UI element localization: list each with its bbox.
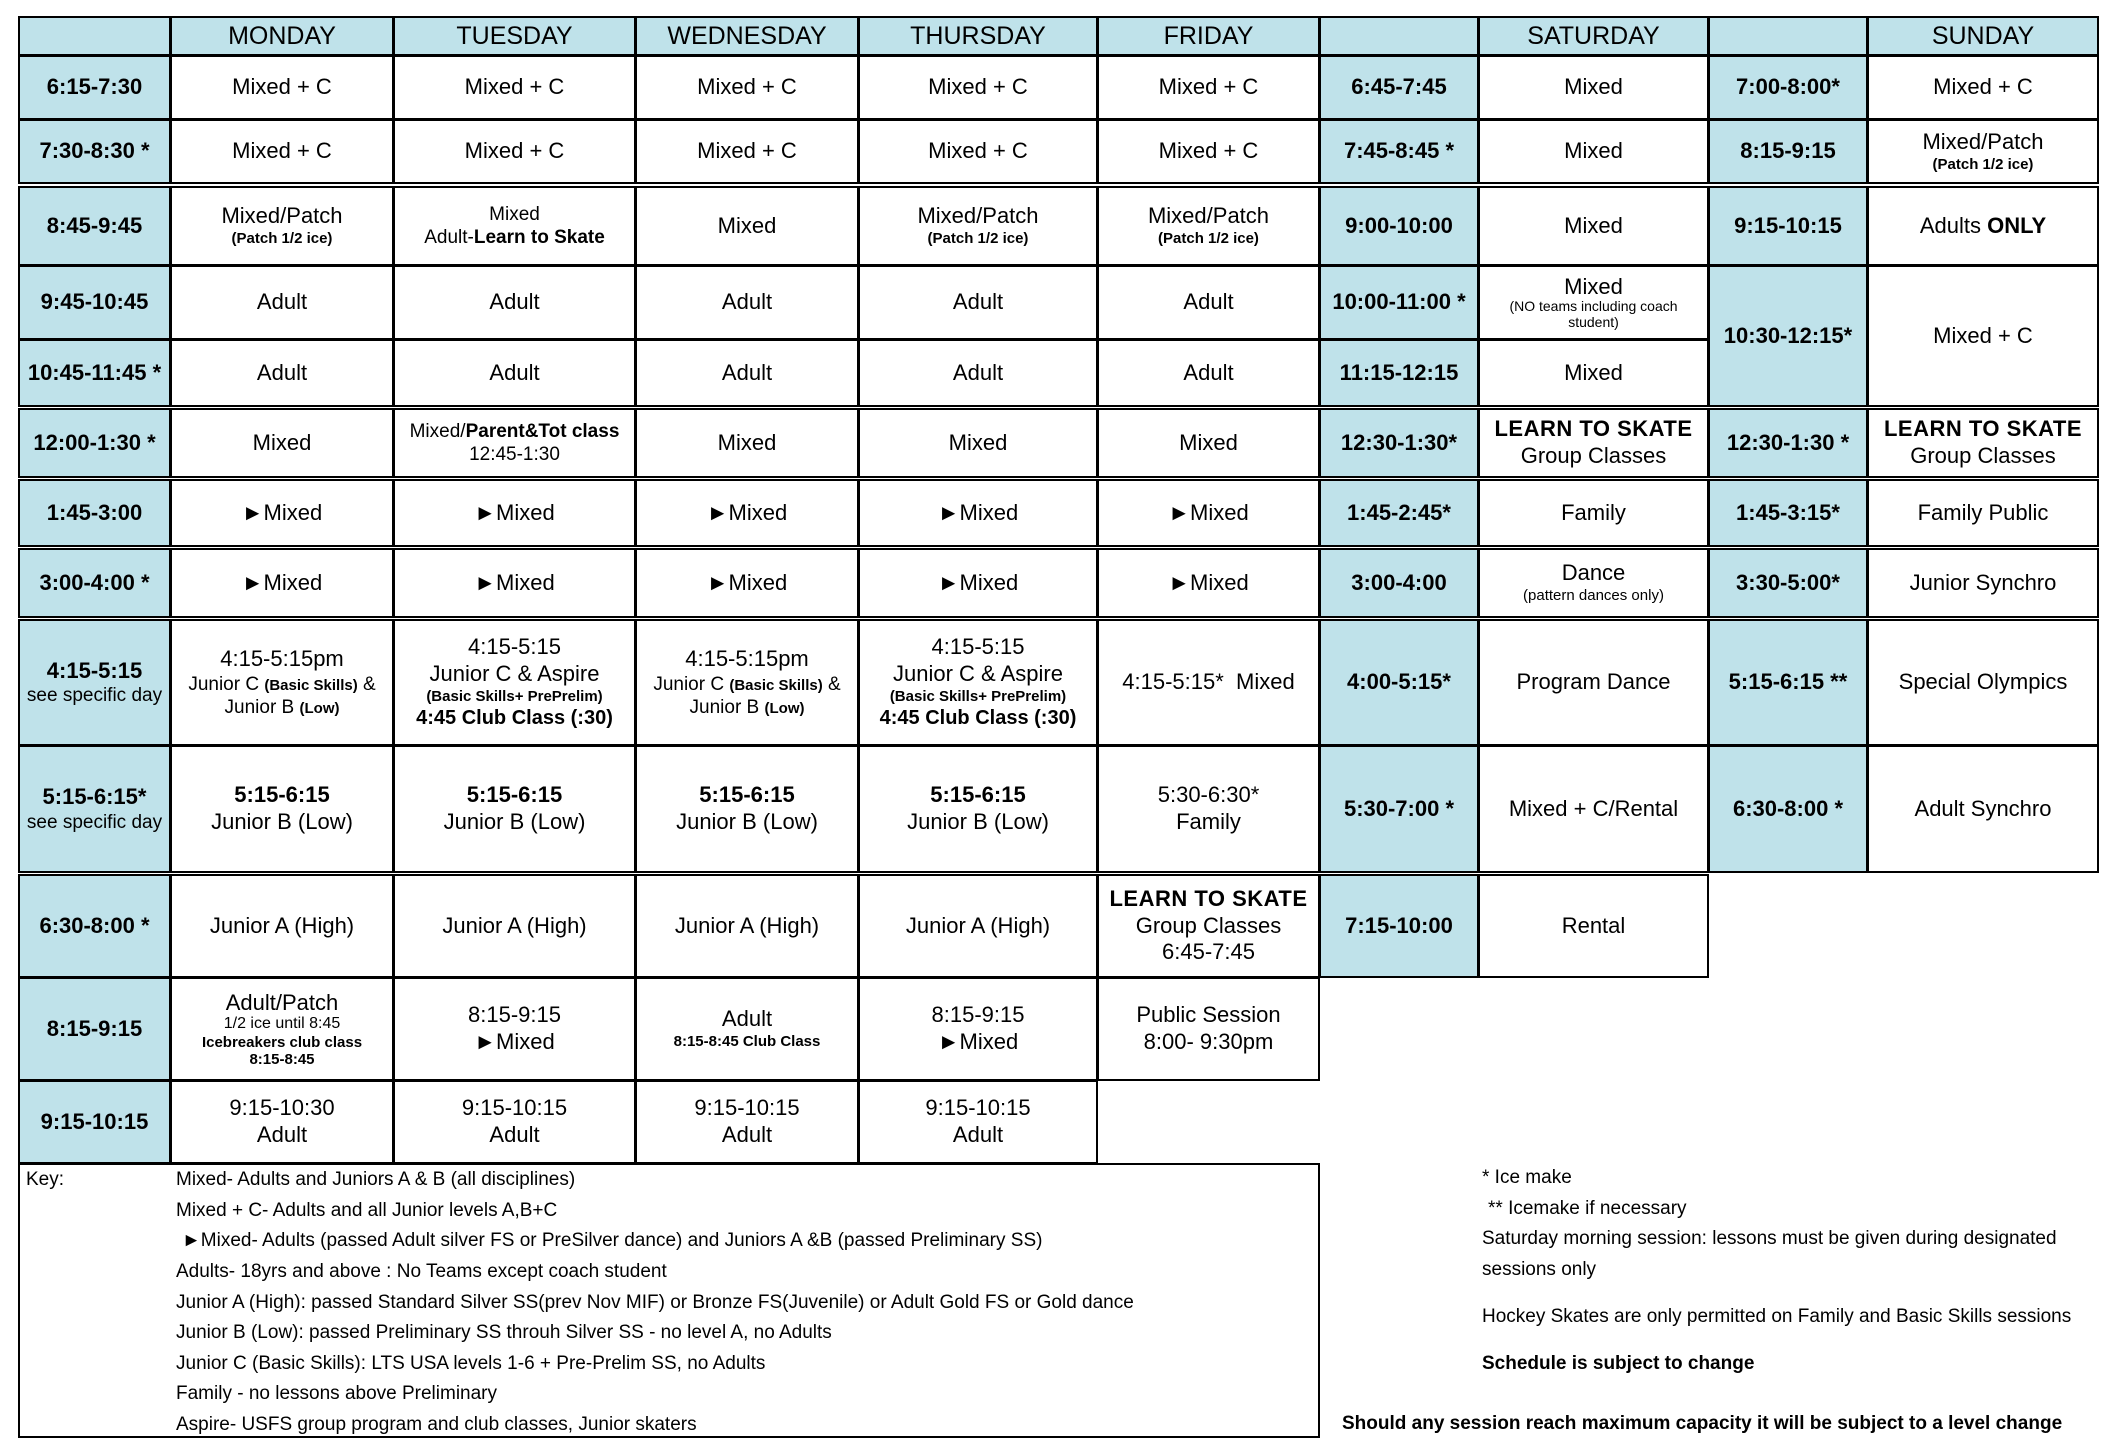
session-cell: 5:15-6:15 Junior B (Low) xyxy=(393,745,636,873)
header-sunday-time xyxy=(1708,16,1868,56)
time-slot: 6:45-7:45 xyxy=(1319,55,1479,120)
session-cell: Mixed/Parent&Tot class 12:45-1:30 xyxy=(393,408,636,478)
session-cell: 5:15-6:15 Junior B (Low) xyxy=(170,745,394,873)
session-cell: 4:15-5:15pm Junior C (Basic Skills) & Junior B (Low) xyxy=(170,619,394,746)
time-slot: 5:15-6:15* see specific day xyxy=(18,745,171,873)
legend-line: Junior B (Low): passed Preliminary SS throuh Silver SS - no level A, no Adults xyxy=(176,1322,832,1343)
session-cell: Adult 8:15-8:45 Club Class xyxy=(635,977,859,1081)
time-slot: 3:30-5:00* xyxy=(1708,548,1868,618)
time-slot: 5:15-6:15 ** xyxy=(1708,619,1868,746)
header-saturday: SATURDAY xyxy=(1478,16,1709,56)
session-cell: 4:15-5:15 Junior C & Aspire (Basic Skills+ PrePrelim) 4:45 Club Class (:30) xyxy=(393,619,636,746)
legend-label: Key: xyxy=(26,1169,65,1190)
session-cell: Mixed xyxy=(1478,339,1709,407)
time-slot: 8:45-9:45 xyxy=(18,186,171,266)
session-cell: 5:15-6:15 Junior B (Low) xyxy=(858,745,1098,873)
session-cell: Mixed/Patch (Patch 1/2 ice) xyxy=(170,186,394,266)
session-cell: Program Dance xyxy=(1478,619,1709,746)
time-slot: 8:15-9:15 xyxy=(1708,119,1868,184)
session-cell: Mixed xyxy=(635,408,859,478)
session-cell: Junior Synchro xyxy=(1867,548,2099,618)
session-cell: 5:15-6:15 Junior B (Low) xyxy=(635,745,859,873)
session-cell: ►Mixed xyxy=(635,548,859,618)
session-cell: Mixed + C xyxy=(170,55,394,120)
session-cell: Mixed/Patch (Patch 1/2 ice) xyxy=(858,186,1098,266)
header-thursday: THURSDAY xyxy=(858,16,1098,56)
session-cell: Mixed xyxy=(1097,408,1320,478)
session-cell: Dance (pattern dances only) xyxy=(1478,548,1709,618)
session-cell: Adult xyxy=(170,265,394,340)
session-cell: ►Mixed xyxy=(635,479,859,547)
note-ice-make: * Ice make xyxy=(1482,1167,1572,1188)
time-slot: 9:00-10:00 xyxy=(1319,186,1479,266)
session-cell: Adult/Patch 1/2 ice until 8:45 Icebreakers club class 8:15-8:45 xyxy=(170,977,394,1081)
session-cell: Junior A (High) xyxy=(170,874,394,978)
session-cell: Public Session 8:00- 9:30pm xyxy=(1097,977,1320,1081)
session-cell: Adult Synchro xyxy=(1867,745,2099,873)
legend-key xyxy=(18,1163,1320,1438)
time-slot: 10:00-11:00 * xyxy=(1319,265,1479,340)
session-cell: ►Mixed xyxy=(858,548,1098,618)
notes-panel xyxy=(1342,1163,2102,1438)
header-wednesday: WEDNESDAY xyxy=(635,16,859,56)
session-cell: Mixed/Patch (Patch 1/2 ice) xyxy=(1867,119,2099,184)
time-slot: 6:15-7:30 xyxy=(18,55,171,120)
time-slot: 1:45-2:45* xyxy=(1319,479,1479,547)
session-cell: Adults ONLY xyxy=(1867,186,2099,266)
header-tuesday: TUESDAY xyxy=(393,16,636,56)
session-cell: Adult xyxy=(170,339,394,407)
time-slot: 9:15-10:15 xyxy=(18,1080,171,1164)
session-cell: 4:15-5:15pm Junior C (Basic Skills) & Junior B (Low) xyxy=(635,619,859,746)
session-cell: Mixed + C xyxy=(1097,55,1320,120)
session-cell: Family Public xyxy=(1867,479,2099,547)
time-slot: 9:15-10:15 xyxy=(1708,186,1868,266)
session-cell: ►Mixed xyxy=(858,479,1098,547)
time-slot: 4:00-5:15* xyxy=(1319,619,1479,746)
session-cell: Mixed + C xyxy=(858,119,1098,184)
session-cell: 9:15-10:15 Adult xyxy=(635,1080,859,1164)
session-cell: Junior A (High) xyxy=(393,874,636,978)
session-cell: 4:15-5:15* Mixed xyxy=(1097,619,1320,746)
time-slot: 12:30-1:30 * xyxy=(1708,408,1868,478)
time-slot: 7:45-8:45 * xyxy=(1319,119,1479,184)
time-slot: 11:15-12:15 xyxy=(1319,339,1479,407)
header-sunday: SUNDAY xyxy=(1867,16,2099,56)
session-cell: ►Mixed xyxy=(170,479,394,547)
time-slot: 6:30-8:00 * xyxy=(18,874,171,978)
session-cell: Mixed + C xyxy=(170,119,394,184)
session-cell: Mixed xyxy=(170,408,394,478)
session-cell: ►Mixed xyxy=(393,548,636,618)
session-cell: Mixed + C xyxy=(393,55,636,120)
session-cell: Mixed + C xyxy=(1867,55,2099,120)
session-cell: LEARN TO SKATE Group Classes 6:45-7:45 xyxy=(1097,874,1320,978)
session-cell: Adult xyxy=(858,339,1098,407)
time-slot: 10:45-11:45 * xyxy=(18,339,171,407)
time-slot: 1:45-3:00 xyxy=(18,479,171,547)
session-cell: Adult xyxy=(1097,265,1320,340)
session-cell: 4:15-5:15 Junior C & Aspire (Basic Skills+ PrePrelim) 4:45 Club Class (:30) xyxy=(858,619,1098,746)
session-cell: ►Mixed xyxy=(170,548,394,618)
session-cell: Mixed xyxy=(1478,186,1709,266)
session-cell: 9:15-10:30 Adult xyxy=(170,1080,394,1164)
session-cell: LEARN TO SKATE Group Classes xyxy=(1867,408,2099,478)
session-cell: Special Olympics xyxy=(1867,619,2099,746)
session-cell: 9:15-10:15 Adult xyxy=(393,1080,636,1164)
session-cell: Adult xyxy=(858,265,1098,340)
session-cell: Mixed Adult-Learn to Skate xyxy=(393,186,636,266)
session-cell: Adult xyxy=(635,265,859,340)
session-cell: Mixed + C xyxy=(635,55,859,120)
session-cell: Mixed + C xyxy=(1867,265,2099,407)
time-slot: 8:15-9:15 xyxy=(18,977,171,1081)
time-slot: 6:30-8:00 * xyxy=(1708,745,1868,873)
time-slot: 12:30-1:30* xyxy=(1319,408,1479,478)
time-slot: 3:00-4:00 xyxy=(1319,548,1479,618)
note-hockey-skates: Hockey Skates are only permitted on Family and Basic Skills sessions xyxy=(1482,1306,2072,1327)
legend-line: Junior A (High): passed Standard Silver SS(prev Nov MIF) or Bronze FS(Juvenile) or Adult Gold FS or Gold dance xyxy=(176,1292,1134,1313)
session-cell: Mixed + C xyxy=(1097,119,1320,184)
session-cell: 8:15-9:15 ►Mixed xyxy=(858,977,1098,1081)
time-slot: 4:15-5:15 see specific day xyxy=(18,619,171,746)
header-friday: FRIDAY xyxy=(1097,16,1320,56)
header-saturday-time xyxy=(1319,16,1479,56)
note-schedule-change: Schedule is subject to change xyxy=(1482,1353,1755,1374)
time-slot: 10:30-12:15* xyxy=(1708,265,1868,407)
time-slot: 7:30-8:30 * xyxy=(18,119,171,184)
session-cell: Mixed xyxy=(1478,55,1709,120)
session-cell: Adult xyxy=(635,339,859,407)
legend-line: Mixed- Adults and Juniors A & B (all disciplines) xyxy=(176,1169,576,1190)
session-cell: LEARN TO SKATE Group Classes xyxy=(1478,408,1709,478)
session-cell: Mixed + C xyxy=(635,119,859,184)
session-cell: Mixed xyxy=(858,408,1098,478)
time-slot: 3:00-4:00 * xyxy=(18,548,171,618)
note-icemake-if-necessary: ** Icemake if necessary xyxy=(1488,1198,1687,1219)
session-cell: ►Mixed xyxy=(1097,548,1320,618)
session-cell: Mixed xyxy=(1478,119,1709,184)
session-cell: Mixed + C xyxy=(858,55,1098,120)
session-cell: Junior A (High) xyxy=(858,874,1098,978)
legend-line: Aspire- USFS group program and club classes, Junior skaters xyxy=(176,1414,697,1435)
legend-line: ►Mixed- Adults (passed Adult silver FS or PreSilver dance) and Juniors A &B (passed Preliminary SS) xyxy=(182,1230,1043,1251)
session-cell: Adult xyxy=(1097,339,1320,407)
session-cell: Junior A (High) xyxy=(635,874,859,978)
legend-line: Adults- 18yrs and above : No Teams except coach student xyxy=(176,1261,667,1282)
header-monday: MONDAY xyxy=(170,16,394,56)
session-cell: Family xyxy=(1478,479,1709,547)
time-slot: 9:45-10:45 xyxy=(18,265,171,340)
session-cell: Mixed/Patch (Patch 1/2 ice) xyxy=(1097,186,1320,266)
session-cell: Mixed xyxy=(635,186,859,266)
header-corner xyxy=(18,16,171,56)
session-cell: Rental xyxy=(1478,874,1709,978)
session-cell: 8:15-9:15 ►Mixed xyxy=(393,977,636,1081)
session-cell: Adult xyxy=(393,265,636,340)
session-cell: ►Mixed xyxy=(393,479,636,547)
legend-line: Family - no lessons above Preliminary xyxy=(176,1383,498,1404)
note-saturday-morning: Saturday morning session: lessons must be given during designated xyxy=(1482,1228,2057,1249)
session-cell: ►Mixed xyxy=(1097,479,1320,547)
time-slot: 5:30-7:00 * xyxy=(1319,745,1479,873)
time-slot: 12:00-1:30 * xyxy=(18,408,171,478)
time-slot: 7:15-10:00 xyxy=(1319,874,1479,978)
note-capacity: Should any session reach maximum capacity it will be subject to a level change xyxy=(1342,1413,2063,1434)
time-slot: 7:00-8:00* xyxy=(1708,55,1868,120)
session-cell: 9:15-10:15 Adult xyxy=(858,1080,1098,1164)
session-cell: Mixed + C/Rental xyxy=(1478,745,1709,873)
session-cell: Mixed + C xyxy=(393,119,636,184)
time-slot: 1:45-3:15* xyxy=(1708,479,1868,547)
legend-line: Junior C (Basic Skills): LTS USA levels 1-6 + Pre-Prelim SS, no Adults xyxy=(176,1353,766,1374)
session-cell: 5:30-6:30* Family xyxy=(1097,745,1320,873)
session-cell: Adult xyxy=(393,339,636,407)
legend-line: Mixed + C- Adults and all Junior levels A,B+C xyxy=(176,1200,558,1221)
session-cell: Mixed (NO teams including coach student) xyxy=(1478,265,1709,340)
note-saturday-morning-cont: sessions only xyxy=(1482,1259,1597,1280)
